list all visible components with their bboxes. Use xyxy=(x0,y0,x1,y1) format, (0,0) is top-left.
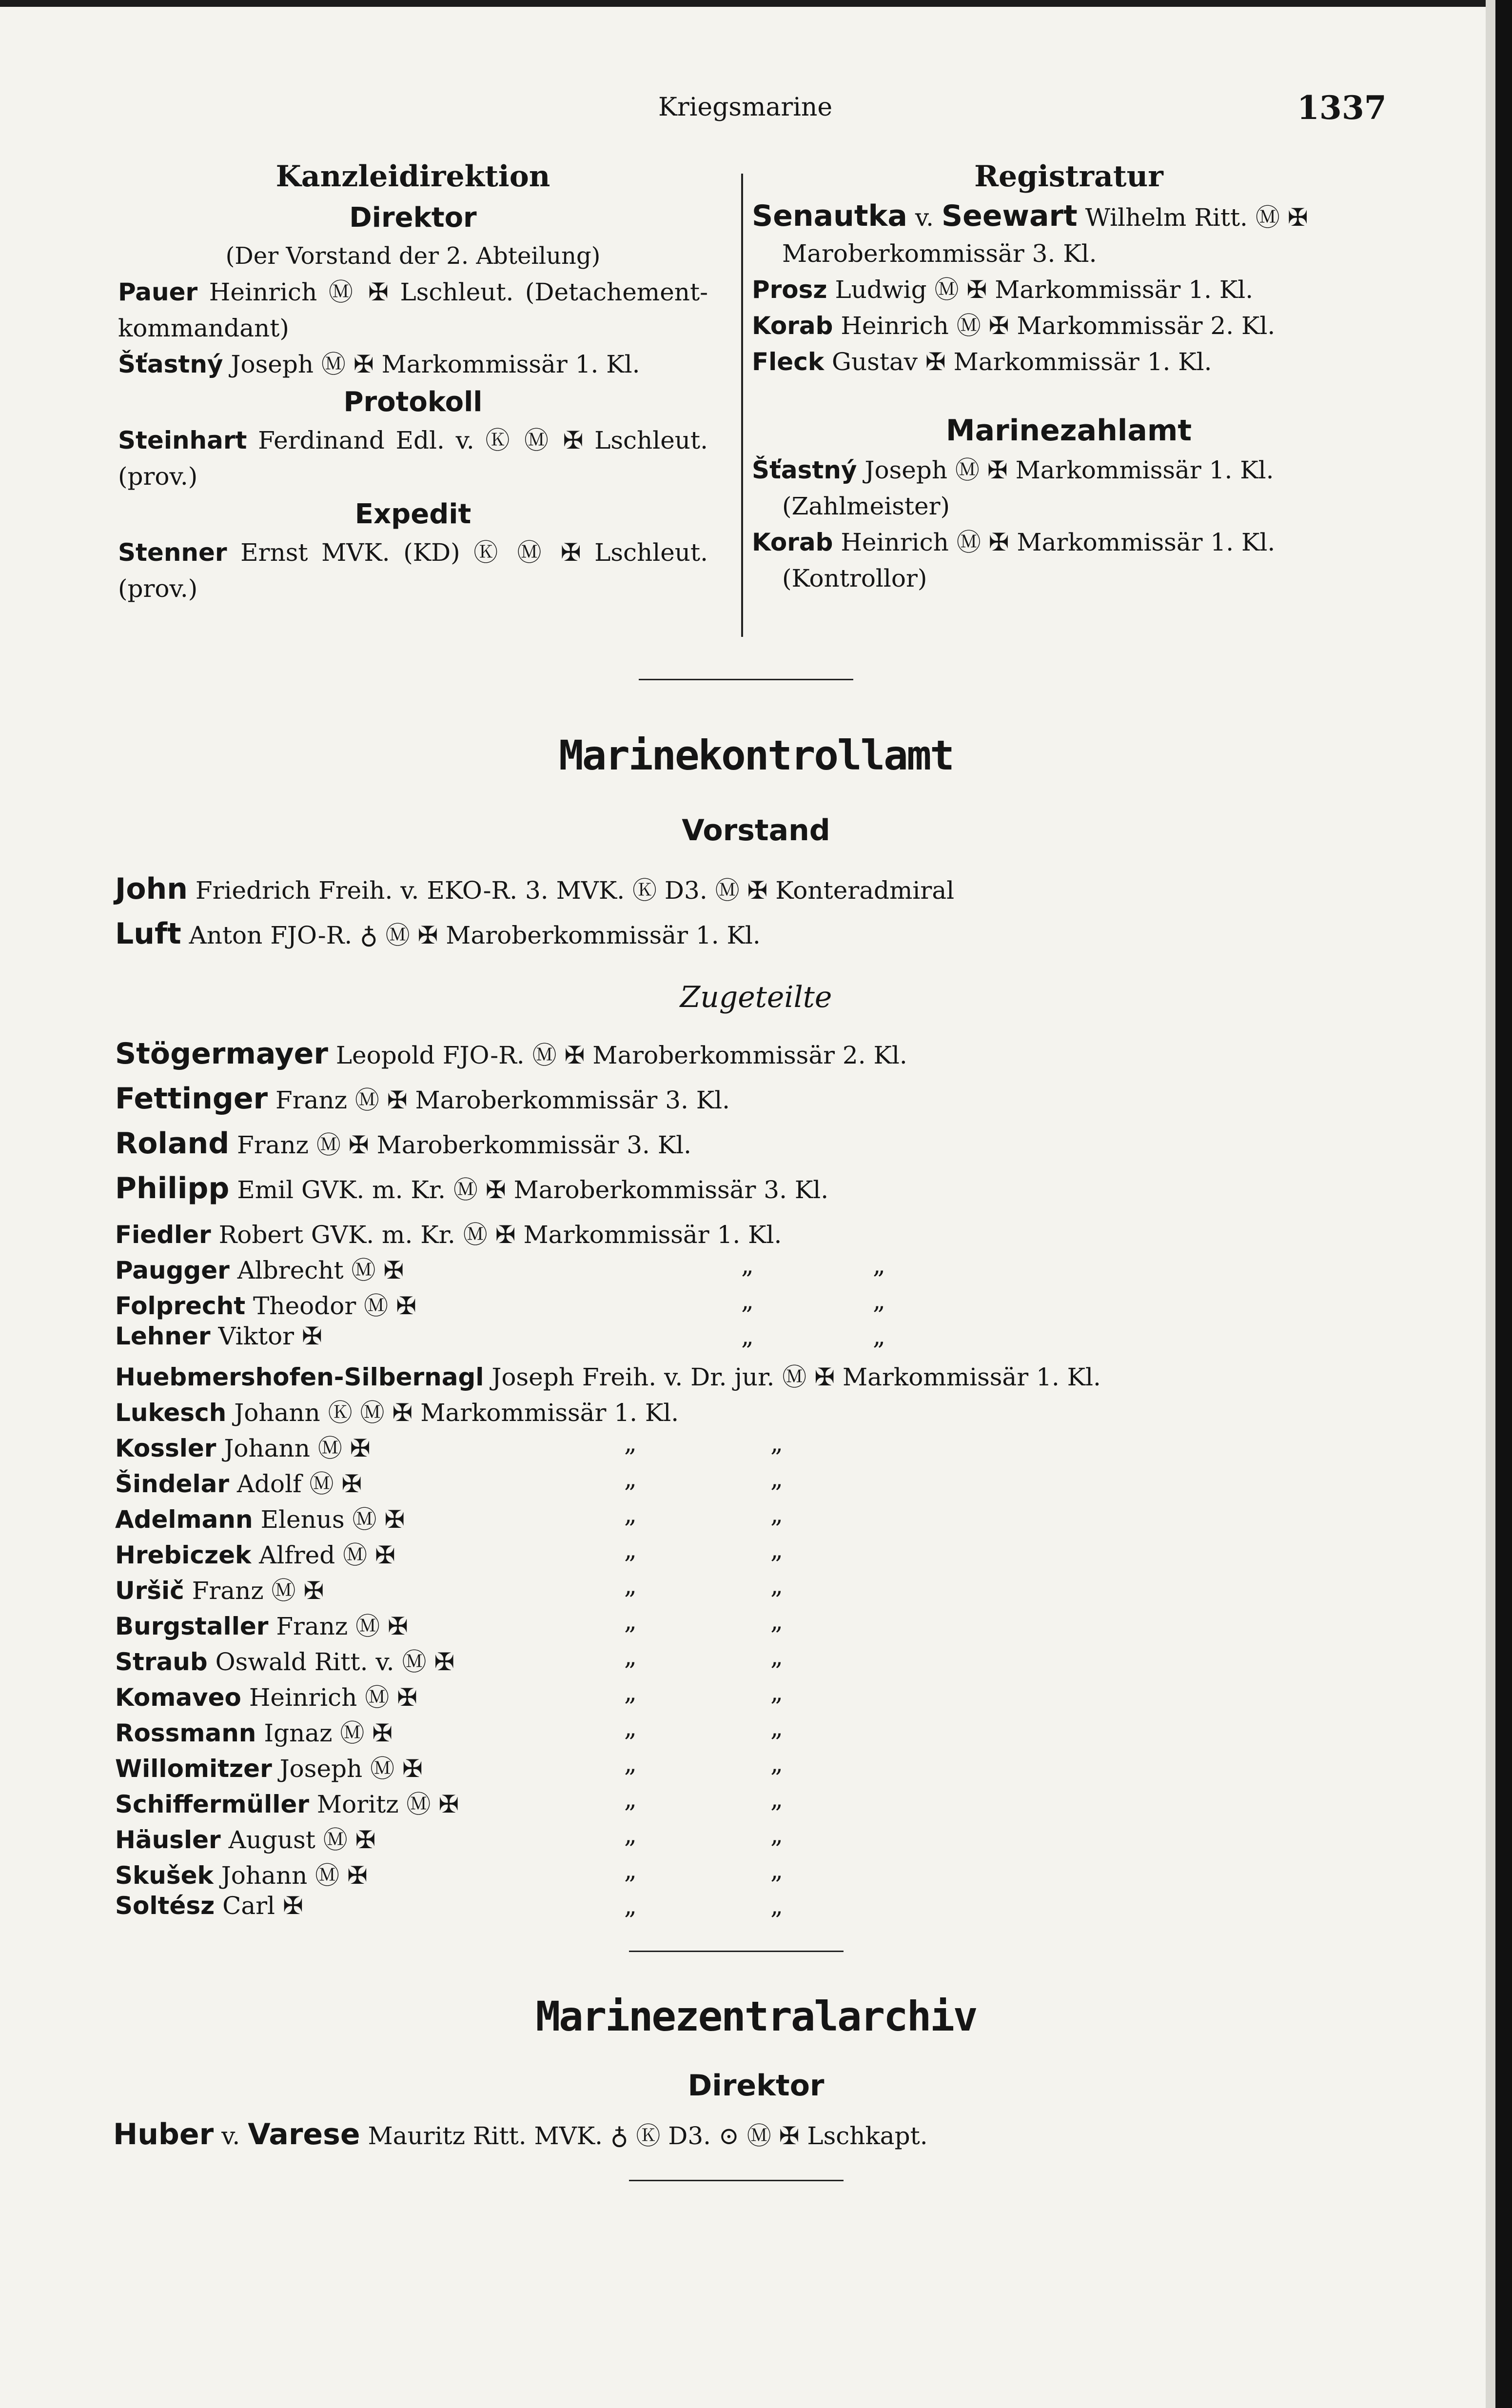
list-item xyxy=(115,1081,730,1116)
list-item xyxy=(115,1536,395,1571)
entry-surname: Soltész xyxy=(115,1892,215,1920)
entry-surname: Huber xyxy=(113,2117,214,2151)
entry-surname: Philipp xyxy=(115,1171,230,1205)
ditto-mark: „ xyxy=(624,1536,637,1564)
ditto-mark: „ xyxy=(770,1429,783,1457)
entry-surname: Skušek xyxy=(115,1861,214,1890)
list-item xyxy=(115,1464,362,1500)
entry-surname: Korab xyxy=(752,312,833,340)
ditto-mark: „ xyxy=(624,1678,637,1706)
entry-surname: Komaveo xyxy=(115,1683,241,1712)
entry-surname: Šťastný xyxy=(752,456,857,484)
marinezentralarchiv-title: Marinezentralarchiv xyxy=(535,1993,977,2040)
ditto-mark: „ xyxy=(741,1251,754,1279)
ditto-mark: „ xyxy=(873,1251,885,1279)
entry-surname: Steinhart xyxy=(118,426,247,454)
entry-surname-2: Seewart xyxy=(941,199,1078,233)
ditto-mark: „ xyxy=(770,1714,783,1742)
entry-details: Heinrich Ⓜ ✠ xyxy=(249,1683,417,1712)
direktor-note: (Der Vorstand der 2. Abteilung) xyxy=(225,242,601,270)
entry-surname: Uršič xyxy=(115,1577,184,1605)
ditto-mark: „ xyxy=(770,1536,783,1564)
entry-details: Moritz Ⓜ ✠ xyxy=(316,1790,459,1818)
list-item xyxy=(115,1749,423,1784)
entry-details: Johann Ⓜ ✠ xyxy=(221,1861,368,1890)
ditto-mark: „ xyxy=(770,1820,783,1849)
section-divider xyxy=(639,679,853,680)
ditto-mark: „ xyxy=(741,1286,754,1315)
entry-details: Carl ✠ xyxy=(222,1892,303,1920)
marinezahlamt-title: Marinezahlamt xyxy=(945,414,1192,448)
entry-details: Emil GVK. m. Kr. Ⓜ ✠ Maroberkommissär 3. Kl. xyxy=(237,1176,829,1204)
ditto-mark: „ xyxy=(624,1856,637,1884)
entry-surname: Folprecht xyxy=(115,1292,246,1320)
entry-surname: Häusler xyxy=(115,1826,221,1854)
ditto-mark: „ xyxy=(770,1856,783,1884)
entry-details: Heinrich Ⓜ ✠ Markommissär 1. Kl. xyxy=(841,528,1276,556)
list-item xyxy=(752,198,1386,272)
list-item xyxy=(115,1714,393,1749)
list-item xyxy=(115,1170,828,1205)
list-item xyxy=(115,871,954,906)
entry-surname: Pauer xyxy=(118,278,198,306)
entry-surname: Kossler xyxy=(115,1434,216,1462)
entry-surname: Lehner xyxy=(115,1322,211,1350)
ditto-mark: „ xyxy=(624,1464,637,1493)
entry-details: Viktor ✠ xyxy=(218,1322,322,1350)
list-item xyxy=(115,1856,368,1891)
entry-surname: Rossmann xyxy=(115,1719,256,1747)
entry-surname: Stögermayer xyxy=(115,1037,328,1071)
entry-surname: Burgstaller xyxy=(115,1612,269,1640)
section-divider xyxy=(629,2180,844,2181)
entry-details: Joseph Freih. v. Dr. jur. Ⓜ ✠ Markommissär 1. Kl. xyxy=(491,1363,1101,1391)
entry-surname: Lukesch xyxy=(115,1399,227,1427)
zugeteilte-label: Zugeteilte xyxy=(680,980,832,1014)
entry-details: Wilhelm Ritt. Ⓜ ✠ xyxy=(1085,203,1308,232)
list-item xyxy=(115,1642,454,1678)
list-item xyxy=(115,1892,303,1920)
kanzleidirektion-column xyxy=(118,155,708,607)
ditto-mark: „ xyxy=(770,1607,783,1635)
list-item xyxy=(118,274,708,346)
list-item xyxy=(115,1571,324,1606)
scan-page-edge xyxy=(1486,0,1495,2408)
ditto-mark: „ xyxy=(770,1571,783,1599)
entry-details: Ernst MVK. (KD) Ⓚ Ⓜ ✠ Lschleut. (prov.) xyxy=(118,538,708,603)
entry-surname: Fleck xyxy=(752,348,825,376)
list-item xyxy=(115,1215,782,1250)
list-item xyxy=(115,1393,679,1428)
entry-details: Ignaz Ⓜ ✠ xyxy=(264,1719,393,1747)
entry-surname: Hrebiczek xyxy=(115,1541,252,1569)
registratur-title: Registratur xyxy=(974,159,1163,194)
column-divider xyxy=(741,174,743,637)
list-item xyxy=(115,1036,907,1071)
list-item xyxy=(752,272,1386,308)
entry-continuation: Maroberkommissär 3. Kl. xyxy=(782,239,1097,268)
expedit-label: Expedit xyxy=(354,498,471,530)
list-item xyxy=(115,1429,371,1464)
list-item xyxy=(115,1820,376,1855)
list-item xyxy=(118,346,708,382)
entry-surname: Šťastný xyxy=(118,350,223,378)
ditto-mark: „ xyxy=(624,1642,637,1671)
entry-connector: v. xyxy=(221,2122,240,2150)
list-item xyxy=(113,2116,928,2151)
ditto-mark: „ xyxy=(624,1892,637,1920)
entry-details: Johann Ⓜ ✠ xyxy=(224,1434,371,1462)
entry-details: Heinrich Ⓜ ✠ Markommissär 2. Kl. xyxy=(841,312,1276,340)
entry-surname: Straub xyxy=(115,1648,208,1676)
ditto-mark: „ xyxy=(624,1820,637,1849)
ditto-mark: „ xyxy=(624,1571,637,1599)
entry-details: Anton FJO-R. ♁ Ⓜ ✠ Maroberkommissär 1. Kl. xyxy=(189,921,761,949)
entry-surname: Fettinger xyxy=(115,1082,268,1116)
scan-top-edge xyxy=(0,0,1512,7)
registratur-column xyxy=(752,155,1386,596)
entry-surname: Luft xyxy=(115,917,181,951)
page-number: 1337 xyxy=(1297,89,1387,127)
ditto-mark: „ xyxy=(770,1892,783,1920)
ditto-mark: „ xyxy=(770,1500,783,1528)
entry-details: Franz Ⓜ ✠ xyxy=(192,1577,324,1605)
list-item xyxy=(115,1286,416,1322)
entry-surname: Šindelar xyxy=(115,1470,229,1498)
entry-details: Elenus Ⓜ ✠ xyxy=(260,1505,405,1534)
entry-surname: John xyxy=(115,872,188,906)
entry-details: Oswald Ritt. v. Ⓜ ✠ xyxy=(215,1648,455,1676)
list-item xyxy=(752,452,1386,524)
entry-details: Joseph Ⓜ ✠ Markommissär 1. Kl. xyxy=(231,350,640,378)
entry-surname: Fiedler xyxy=(115,1221,211,1249)
list-item xyxy=(118,534,708,607)
entry-surname: Huebmershofen-Silbernagl xyxy=(115,1363,484,1391)
marinekontrollamt-title: Marinekontrollamt xyxy=(559,731,953,779)
scan-right-edge xyxy=(1495,0,1512,2408)
entry-surname: Willomitzer xyxy=(115,1755,272,1783)
ditto-mark: „ xyxy=(624,1714,637,1742)
entry-details: Alfred Ⓜ ✠ xyxy=(259,1541,395,1569)
entry-details: August Ⓜ ✠ xyxy=(228,1826,376,1854)
list-item xyxy=(752,308,1386,344)
ditto-mark: „ xyxy=(873,1286,885,1315)
entry-details: Joseph Ⓜ ✠ xyxy=(279,1755,423,1783)
list-item xyxy=(752,524,1386,596)
ditto-mark: „ xyxy=(770,1464,783,1493)
entry-details: Joseph Ⓜ ✠ Markommissär 1. Kl. xyxy=(864,456,1274,484)
ditto-mark: „ xyxy=(770,1642,783,1671)
entry-surname: Schiffermüller xyxy=(115,1790,309,1818)
entry-details: Leopold FJO-R. Ⓜ ✠ Maroberkommissär 2. Kl. xyxy=(335,1041,907,1069)
entry-details: Ferdinand Edl. v. Ⓚ Ⓜ ✠ Lschleut. (prov.) xyxy=(118,426,708,491)
list-item xyxy=(118,422,708,494)
entry-details: Friedrich Freih. v. EKO-R. 3. MVK. Ⓚ D3. Ⓜ ✠ Konteradmiral xyxy=(195,876,955,905)
list-item xyxy=(752,344,1386,380)
vorstand-label: Vorstand xyxy=(682,813,830,848)
list-item xyxy=(115,916,761,951)
list-item xyxy=(115,1358,1101,1393)
entry-details: Ludwig Ⓜ ✠ Markommissär 1. Kl. xyxy=(835,276,1254,304)
entry-surname: Korab xyxy=(752,528,833,556)
section-divider xyxy=(629,1951,844,1952)
ditto-mark: „ xyxy=(770,1678,783,1706)
ditto-mark: „ xyxy=(873,1322,885,1350)
kanzleidirektion-title: Kanzleidirektion xyxy=(275,159,550,194)
entry-details: Heinrich Ⓜ ✠ Lschleut. (Detachement-kommandant) xyxy=(118,278,708,342)
entry-surname: Paugger xyxy=(115,1256,230,1284)
entry-surname: Adelmann xyxy=(115,1505,253,1534)
entry-details: Franz Ⓜ ✠ Maroberkommissär 3. Kl. xyxy=(275,1086,730,1114)
ditto-mark: „ xyxy=(624,1785,637,1813)
entry-surname: Roland xyxy=(115,1126,230,1161)
zentralarchiv-direktor-label: Direktor xyxy=(687,2069,825,2103)
entry-details: Theodor Ⓜ ✠ xyxy=(253,1292,416,1320)
direktor-label: Direktor xyxy=(349,202,477,234)
entry-details: Adolf Ⓜ ✠ xyxy=(236,1470,362,1498)
entry-surname: Stenner xyxy=(118,538,227,567)
ditto-mark: „ xyxy=(770,1749,783,1777)
entry-connector: v. xyxy=(915,203,934,232)
list-item xyxy=(115,1500,405,1535)
ditto-mark: „ xyxy=(624,1607,637,1635)
list-item xyxy=(115,1322,322,1350)
list-item xyxy=(115,1678,417,1713)
ditto-mark: „ xyxy=(741,1322,754,1350)
ditto-mark: „ xyxy=(770,1785,783,1813)
running-header: Kriegsmarine xyxy=(658,93,833,122)
ditto-mark: „ xyxy=(624,1429,637,1457)
entry-details: Johann Ⓚ Ⓜ ✠ Markommissär 1. Kl. xyxy=(234,1399,679,1427)
entry-surname: Senautka xyxy=(752,199,907,233)
list-item xyxy=(115,1607,408,1642)
list-item xyxy=(115,1251,404,1286)
entry-surname-2: Varese xyxy=(248,2117,360,2151)
list-item xyxy=(115,1125,691,1161)
ditto-mark: „ xyxy=(624,1500,637,1528)
entry-role: (Kontrollor) xyxy=(782,564,927,592)
entry-role: (Zahlmeister) xyxy=(782,492,950,520)
entry-details: Franz Ⓜ ✠ Maroberkommissär 3. Kl. xyxy=(237,1131,692,1159)
entry-details: Mauritz Ritt. MVK. ♁ Ⓚ D3. ⊙ Ⓜ ✠ Lschkapt. xyxy=(368,2122,928,2150)
entry-details: Gustav ✠ Markommissär 1. Kl. xyxy=(832,348,1212,376)
entry-details: Franz Ⓜ ✠ xyxy=(276,1612,408,1640)
list-item xyxy=(115,1785,459,1820)
ditto-mark: „ xyxy=(624,1749,637,1777)
entry-details: Robert GVK. m. Kr. Ⓜ ✠ Markommissär 1. Kl. xyxy=(218,1221,782,1249)
entry-details: Albrecht Ⓜ ✠ xyxy=(237,1256,404,1284)
protokoll-label: Protokoll xyxy=(343,386,483,418)
entry-surname: Prosz xyxy=(752,276,827,304)
